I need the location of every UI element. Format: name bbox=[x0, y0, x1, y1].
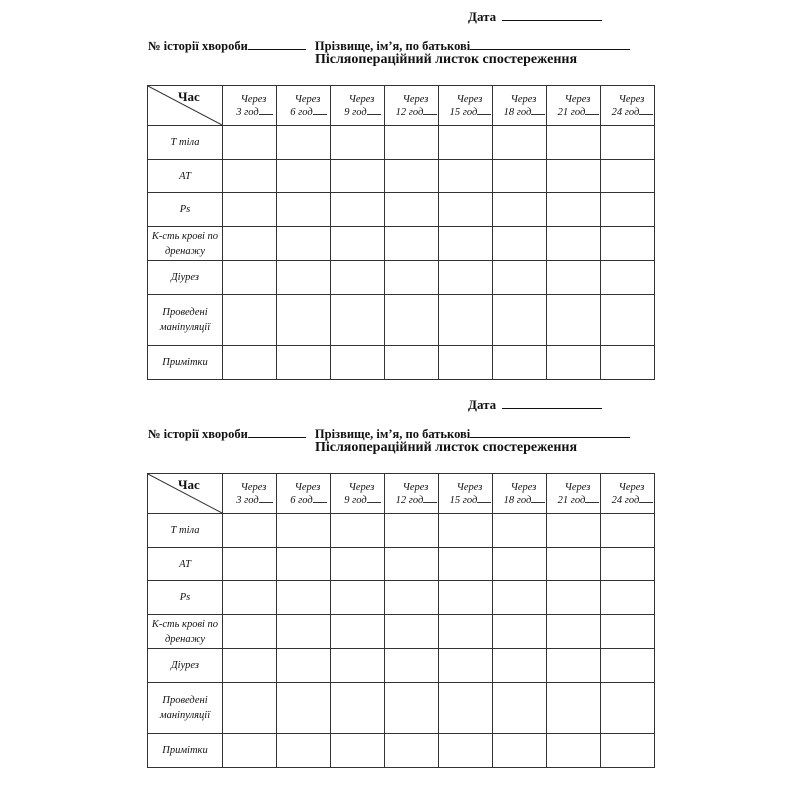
row-label: Т тіла bbox=[148, 514, 223, 548]
observation-cell[interactable] bbox=[493, 346, 547, 380]
observation-cell[interactable] bbox=[439, 734, 493, 768]
table-row bbox=[148, 548, 655, 581]
column-header-4 bbox=[385, 86, 439, 126]
observation-cell[interactable] bbox=[385, 193, 439, 227]
observation-cell[interactable] bbox=[385, 261, 439, 295]
column-header-interval: 18 год bbox=[503, 495, 532, 506]
observation-cell[interactable] bbox=[439, 615, 493, 649]
column-header-interval: 24 год bbox=[611, 495, 640, 506]
observation-cell[interactable] bbox=[277, 514, 331, 548]
observation-cell[interactable] bbox=[547, 548, 601, 581]
observation-table bbox=[147, 85, 655, 380]
observation-cell[interactable] bbox=[223, 683, 277, 734]
observation-cell[interactable] bbox=[223, 193, 277, 227]
observation-cell[interactable] bbox=[439, 548, 493, 581]
observation-cell[interactable] bbox=[493, 548, 547, 581]
observation-cell[interactable] bbox=[547, 734, 601, 768]
column-header-line1: Через bbox=[348, 94, 375, 105]
date-blank[interactable] bbox=[502, 396, 602, 409]
column-header-interval: 12 год bbox=[395, 495, 424, 506]
column-header-3 bbox=[331, 474, 385, 514]
column-header-interval: 3 год bbox=[236, 107, 259, 118]
observation-cell[interactable] bbox=[547, 160, 601, 193]
observation-cell[interactable] bbox=[439, 649, 493, 683]
observation-cell[interactable] bbox=[277, 615, 331, 649]
observation-cell[interactable] bbox=[331, 227, 385, 261]
observation-cell[interactable] bbox=[223, 615, 277, 649]
column-header-underline bbox=[585, 493, 599, 503]
row-label: Проведені маніпуляції bbox=[148, 295, 223, 346]
observation-cell[interactable] bbox=[223, 346, 277, 380]
column-header-line1: Через bbox=[402, 482, 429, 493]
observation-cell[interactable] bbox=[601, 581, 655, 615]
column-header-interval: 6 год bbox=[290, 107, 313, 118]
observation-cell[interactable] bbox=[385, 126, 439, 160]
observation-cell[interactable] bbox=[439, 295, 493, 346]
observation-cell[interactable] bbox=[385, 649, 439, 683]
column-header-6 bbox=[493, 474, 547, 514]
column-header-5 bbox=[439, 474, 493, 514]
column-header-6 bbox=[493, 86, 547, 126]
observation-cell[interactable] bbox=[493, 615, 547, 649]
row-label: Т тіла bbox=[148, 126, 223, 160]
observation-cell[interactable] bbox=[223, 581, 277, 615]
observation-cell[interactable] bbox=[601, 295, 655, 346]
row-label: АТ bbox=[148, 548, 223, 581]
table-row bbox=[148, 734, 655, 768]
observation-cell[interactable] bbox=[439, 126, 493, 160]
table-row bbox=[148, 649, 655, 683]
observation-cell[interactable] bbox=[439, 261, 493, 295]
column-header-interval: 9 год bbox=[344, 107, 367, 118]
observation-cell[interactable] bbox=[331, 548, 385, 581]
column-header-1 bbox=[223, 86, 277, 126]
observation-cell[interactable] bbox=[223, 548, 277, 581]
observation-cell[interactable] bbox=[331, 126, 385, 160]
observation-cell[interactable] bbox=[331, 261, 385, 295]
column-header-underline bbox=[367, 105, 381, 115]
observation-cell[interactable] bbox=[223, 160, 277, 193]
table-row bbox=[148, 193, 655, 227]
observation-cell[interactable] bbox=[493, 514, 547, 548]
observation-cell[interactable] bbox=[385, 346, 439, 380]
observation-cell[interactable] bbox=[331, 734, 385, 768]
column-header-underline bbox=[313, 105, 327, 115]
column-header-line1: Через bbox=[456, 94, 483, 105]
observation-cell[interactable] bbox=[385, 160, 439, 193]
header-row bbox=[148, 474, 655, 514]
observation-cell[interactable] bbox=[493, 649, 547, 683]
table-row bbox=[148, 160, 655, 193]
observation-cell[interactable] bbox=[385, 615, 439, 649]
observation-cell[interactable] bbox=[331, 649, 385, 683]
observation-cell[interactable] bbox=[277, 346, 331, 380]
observation-cell[interactable] bbox=[331, 581, 385, 615]
observation-cell[interactable] bbox=[601, 683, 655, 734]
column-header-underline bbox=[477, 493, 491, 503]
observation-cell[interactable] bbox=[493, 126, 547, 160]
observation-cell[interactable] bbox=[493, 193, 547, 227]
observation-cell[interactable] bbox=[223, 734, 277, 768]
observation-cell[interactable] bbox=[223, 261, 277, 295]
observation-cell[interactable] bbox=[601, 548, 655, 581]
column-header-underline bbox=[477, 105, 491, 115]
observation-cell[interactable] bbox=[385, 548, 439, 581]
column-header-line1: Через bbox=[618, 482, 645, 493]
row-label: Примітки bbox=[148, 346, 223, 380]
table-row bbox=[148, 227, 655, 261]
observation-cell[interactable] bbox=[331, 160, 385, 193]
observation-cell[interactable] bbox=[439, 683, 493, 734]
column-header-underline bbox=[585, 105, 599, 115]
observation-cell[interactable] bbox=[601, 514, 655, 548]
table-row bbox=[148, 261, 655, 295]
history-number-blank[interactable] bbox=[248, 38, 306, 50]
observation-cell[interactable] bbox=[277, 548, 331, 581]
column-header-line1: Через bbox=[564, 94, 591, 105]
column-header-underline bbox=[259, 105, 273, 115]
column-header-underline bbox=[423, 493, 437, 503]
observation-cell[interactable] bbox=[277, 160, 331, 193]
observation-cell[interactable] bbox=[493, 683, 547, 734]
column-header-interval: 15 год bbox=[449, 107, 478, 118]
column-header-interval: 6 год bbox=[290, 495, 313, 506]
observation-cell[interactable] bbox=[493, 581, 547, 615]
observation-cell[interactable] bbox=[547, 649, 601, 683]
table-row bbox=[148, 615, 655, 649]
column-header-underline bbox=[531, 105, 545, 115]
observation-cell[interactable] bbox=[277, 649, 331, 683]
patient-name-label: Прізвище, ім’я, по батькові bbox=[314, 39, 471, 53]
date-field bbox=[468, 396, 602, 413]
column-header-7 bbox=[547, 86, 601, 126]
column-header-interval: 3 год bbox=[236, 495, 259, 506]
observation-cell[interactable] bbox=[277, 683, 331, 734]
observation-cell[interactable] bbox=[601, 649, 655, 683]
observation-cell[interactable] bbox=[223, 295, 277, 346]
observation-cell[interactable] bbox=[601, 346, 655, 380]
column-header-line1: Через bbox=[294, 482, 321, 493]
history-number-label: № історії хвороби bbox=[148, 427, 248, 441]
observation-cell[interactable] bbox=[493, 160, 547, 193]
observation-cell[interactable] bbox=[439, 227, 493, 261]
observation-cell[interactable] bbox=[547, 295, 601, 346]
table-row bbox=[148, 295, 655, 346]
observation-cell[interactable] bbox=[277, 126, 331, 160]
table-row bbox=[148, 346, 655, 380]
column-header-8 bbox=[601, 474, 655, 514]
observation-cell[interactable] bbox=[331, 295, 385, 346]
column-header-line1: Через bbox=[510, 482, 537, 493]
column-header-line1: Через bbox=[456, 482, 483, 493]
observation-cell[interactable] bbox=[331, 514, 385, 548]
row-label: К-сть крові по дренажу bbox=[148, 615, 223, 649]
column-header-underline bbox=[639, 493, 653, 503]
column-header-interval: 18 год bbox=[503, 107, 532, 118]
header-row bbox=[148, 86, 655, 126]
column-header-3 bbox=[331, 86, 385, 126]
column-header-interval: 24 год bbox=[611, 107, 640, 118]
observation-cell[interactable] bbox=[385, 683, 439, 734]
column-header-interval: 9 год bbox=[344, 495, 367, 506]
row-label: АТ bbox=[148, 160, 223, 193]
patient-name-label: Прізвище, ім’я, по батькові bbox=[314, 427, 471, 441]
observation-cell[interactable] bbox=[547, 261, 601, 295]
column-header-2 bbox=[277, 86, 331, 126]
observation-cell[interactable] bbox=[223, 227, 277, 261]
observation-cell[interactable] bbox=[601, 734, 655, 768]
history-number-blank[interactable] bbox=[248, 426, 306, 438]
row-label: К-сть крові по дренажу bbox=[148, 227, 223, 261]
observation-cell[interactable] bbox=[493, 261, 547, 295]
observation-cell[interactable] bbox=[439, 581, 493, 615]
date-label: Дата bbox=[468, 397, 497, 412]
column-header-underline bbox=[639, 105, 653, 115]
column-header-8 bbox=[601, 86, 655, 126]
observation-cell[interactable] bbox=[439, 160, 493, 193]
row-label: Ps bbox=[148, 581, 223, 615]
observation-cell[interactable] bbox=[385, 734, 439, 768]
observation-cell[interactable] bbox=[601, 261, 655, 295]
form-title: Післяопераційний листок спостереження bbox=[314, 440, 578, 455]
column-header-interval: 12 год bbox=[395, 107, 424, 118]
column-header-underline bbox=[259, 493, 273, 503]
column-header-line1: Через bbox=[564, 482, 591, 493]
observation-cell[interactable] bbox=[493, 295, 547, 346]
observation-cell[interactable] bbox=[331, 615, 385, 649]
time-corner-label: Час bbox=[178, 89, 200, 104]
column-header-underline bbox=[423, 105, 437, 115]
observation-cell[interactable] bbox=[277, 734, 331, 768]
column-header-line1: Через bbox=[618, 94, 645, 105]
observation-cell[interactable] bbox=[277, 227, 331, 261]
column-header-underline bbox=[313, 493, 327, 503]
observation-cell[interactable] bbox=[331, 193, 385, 227]
date-label: Дата bbox=[468, 9, 497, 24]
observation-cell[interactable] bbox=[331, 683, 385, 734]
row-label: Діурез bbox=[148, 261, 223, 295]
table-row bbox=[148, 581, 655, 615]
column-header-line1: Через bbox=[402, 94, 429, 105]
table-row bbox=[148, 683, 655, 734]
column-header-7 bbox=[547, 474, 601, 514]
observation-cell[interactable] bbox=[547, 581, 601, 615]
table-row bbox=[148, 126, 655, 160]
observation-cell[interactable] bbox=[547, 346, 601, 380]
row-label: Ps bbox=[148, 193, 223, 227]
observation-cell[interactable] bbox=[223, 514, 277, 548]
column-header-underline bbox=[531, 493, 545, 503]
table-row bbox=[148, 514, 655, 548]
corner-cell bbox=[148, 474, 223, 514]
observation-cell[interactable] bbox=[601, 227, 655, 261]
observation-cell[interactable] bbox=[223, 649, 277, 683]
observation-cell[interactable] bbox=[547, 126, 601, 160]
column-header-5 bbox=[439, 86, 493, 126]
observation-cell[interactable] bbox=[493, 227, 547, 261]
observation-cell[interactable] bbox=[277, 193, 331, 227]
time-corner-label: Час bbox=[178, 477, 200, 492]
row-label: Примітки bbox=[148, 734, 223, 768]
observation-cell[interactable] bbox=[601, 160, 655, 193]
observation-cell[interactable] bbox=[385, 581, 439, 615]
column-header-2 bbox=[277, 474, 331, 514]
observation-cell[interactable] bbox=[331, 346, 385, 380]
patient-name-blank[interactable] bbox=[470, 426, 630, 438]
observation-cell[interactable] bbox=[547, 615, 601, 649]
observation-cell[interactable] bbox=[277, 581, 331, 615]
observation-cell[interactable] bbox=[223, 126, 277, 160]
column-header-1 bbox=[223, 474, 277, 514]
observation-cell[interactable] bbox=[547, 683, 601, 734]
form-title: Післяопераційний листок спостереження bbox=[314, 52, 578, 67]
observation-table bbox=[147, 473, 655, 768]
observation-cell[interactable] bbox=[601, 193, 655, 227]
patient-name-blank[interactable] bbox=[470, 38, 630, 50]
observation-cell[interactable] bbox=[493, 734, 547, 768]
observation-cell[interactable] bbox=[385, 514, 439, 548]
observation-cell[interactable] bbox=[547, 514, 601, 548]
observation-cell[interactable] bbox=[547, 193, 601, 227]
column-header-line1: Через bbox=[510, 94, 537, 105]
observation-cell[interactable] bbox=[385, 295, 439, 346]
date-field bbox=[468, 8, 602, 25]
column-header-interval: 21 год bbox=[557, 495, 586, 506]
observation-cell[interactable] bbox=[439, 514, 493, 548]
column-header-interval: 21 год bbox=[557, 107, 586, 118]
observation-cell[interactable] bbox=[601, 126, 655, 160]
column-header-line1: Через bbox=[348, 482, 375, 493]
column-header-line1: Через bbox=[240, 94, 267, 105]
row-label: Діурез bbox=[148, 649, 223, 683]
observation-cell[interactable] bbox=[277, 261, 331, 295]
column-header-line1: Через bbox=[294, 94, 321, 105]
observation-cell[interactable] bbox=[385, 227, 439, 261]
corner-cell bbox=[148, 86, 223, 126]
column-header-4 bbox=[385, 474, 439, 514]
date-blank[interactable] bbox=[502, 8, 602, 21]
observation-cell[interactable] bbox=[547, 227, 601, 261]
column-header-interval: 15 год bbox=[449, 495, 478, 506]
observation-cell[interactable] bbox=[601, 615, 655, 649]
observation-cell[interactable] bbox=[277, 295, 331, 346]
observation-cell[interactable] bbox=[439, 346, 493, 380]
observation-cell[interactable] bbox=[439, 193, 493, 227]
column-header-underline bbox=[367, 493, 381, 503]
row-label: Проведені маніпуляції bbox=[148, 683, 223, 734]
history-number-label: № історії хвороби bbox=[148, 39, 248, 53]
column-header-line1: Через bbox=[240, 482, 267, 493]
